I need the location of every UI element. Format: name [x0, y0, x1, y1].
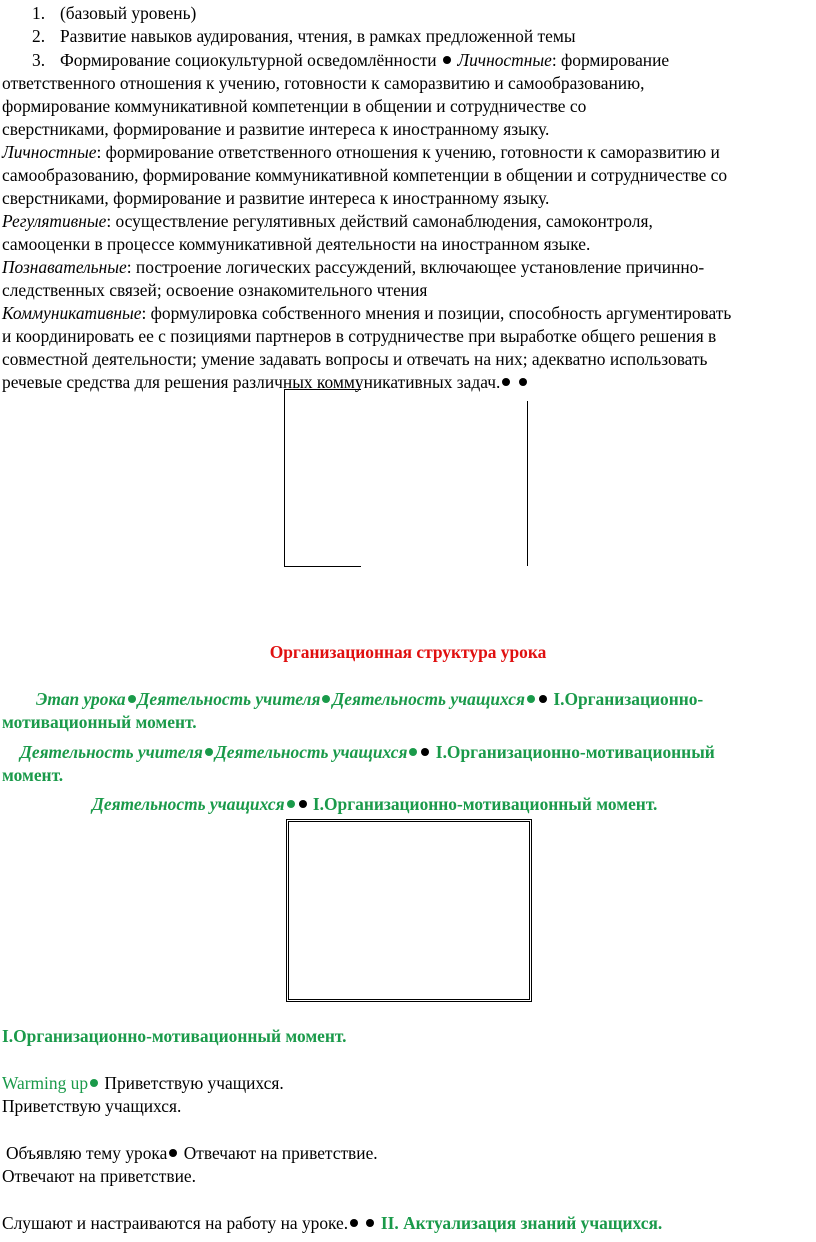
bullet-icon [169, 1149, 177, 1157]
bullet-icon [421, 748, 429, 756]
list-item-1: 1. (базовый уровень) [32, 3, 197, 23]
personal-line-1: Личностные: формирование ответственного отношения к учению, готовности к саморазвитию и [2, 142, 720, 162]
communicative-line-4: речевые средства для решения различных коммуникативных задач. [2, 371, 529, 393]
regulatory-line-2: самооценки в процессе коммуникативной деятельности на иностранном языке. [2, 234, 591, 254]
vertical-divider [527, 401, 528, 566]
bullet-icon [409, 748, 417, 756]
para1-line-1: ответственного отношения к учению, готовности к саморазвитию и самообразованию, [2, 73, 645, 93]
para1-line-2: формирование коммуникативной компетенции в общении и сотрудничестве со [2, 96, 587, 116]
header-row-2-cont: момент. [2, 765, 64, 785]
listen-line: Слушают и настраиваются на работу на уроке. II. Актуализация знаний учащихся. [2, 1213, 663, 1233]
cognitive-line-1: Познавательные: построение логических рассуждений, включающее установление причинно- [2, 257, 705, 277]
header-row-1: Этап урока Деятельность учителя Деятельность учащихся I.Организационно- [36, 689, 704, 709]
personal-line-3: сверстниками, формирование и развитие интереса к иностранному языку. [2, 188, 550, 208]
lesson-structure-title: Организационная структура урока [269, 642, 547, 662]
regulatory-line-1: Регулятивные: осуществление регулятивных действий самонаблюдения, самоконтроля, [2, 211, 653, 231]
para1-line-3: сверстниками, формирование и развитие интереса к иностранному языку. [2, 119, 550, 139]
communicative-line-2: и координировать ее с позициями партнеров в сотрудничестве при выработке общего решения в [2, 326, 717, 346]
bullet-icon [519, 378, 527, 386]
bullet-icon [366, 1219, 374, 1227]
warmup-line: Warming up Приветствую учащихся. [2, 1073, 284, 1093]
bullet-icon [128, 695, 136, 703]
communicative-line-1: Коммуникативные: формулировка собственного мнения и позиции, способность аргументировать [2, 303, 732, 323]
bullet-icon [287, 800, 295, 808]
header-row-3: Деятельность учащихся I.Организационно-мотивационный момент. [92, 794, 658, 814]
section-1-title: I.Организационно-мотивационный момент. [2, 1026, 347, 1046]
cognitive-line-2: следственных связей; освоение ознакомительного чтения [2, 280, 428, 300]
communicative-line-3: совместной деятельности; умение задавать вопросы и отвечать на них; адекватно использовать [2, 349, 708, 369]
bullet-icon [90, 1079, 98, 1087]
list-item-2: 2. Развитие навыков аудирования, чтения, в рамках предложенной темы [32, 26, 576, 46]
reply-repeat: Отвечают на приветствие. [2, 1166, 196, 1186]
bullet-icon [350, 1219, 358, 1227]
empty-frame-box [286, 819, 532, 1002]
personal-line-2: самообразованию, формирование коммуникативной компетенции в общении и сотрудничестве со [2, 165, 728, 185]
bullet-icon [205, 748, 213, 756]
bullet-icon [527, 695, 535, 703]
list-item-3: 3. Формирование социокультурной осведомлённости Личностные: формирование [32, 50, 670, 70]
bullet-icon [502, 378, 510, 386]
bullet-icon [322, 695, 330, 703]
empty-frame-left [284, 389, 361, 567]
bullet-icon [299, 800, 307, 808]
bullet-icon [539, 695, 547, 703]
bullet-icon [443, 56, 451, 64]
greet-repeat: Приветствую учащихся. [2, 1096, 182, 1116]
header-row-2: Деятельность учителя Деятельность учащихся I.Организационно-мотивационный [20, 742, 715, 762]
header-row-1-cont: мотивационный момент. [2, 712, 197, 732]
announce-line: Объявляю тему урока Отвечают на приветствие. [6, 1143, 378, 1163]
